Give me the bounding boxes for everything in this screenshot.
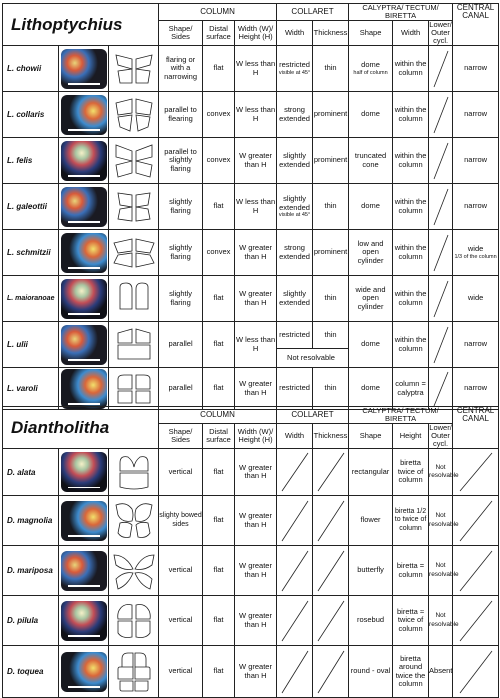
micrograph (59, 496, 109, 546)
lower-outer-na (429, 92, 453, 138)
cal-shape: round - oval (349, 646, 393, 698)
collaret-width-na (277, 596, 313, 646)
cal-shape: wide and open cylinder (349, 276, 393, 322)
shape-sides: parallel to flearing (159, 92, 203, 138)
table-row (3, 646, 499, 698)
collaret-thickness: thin (313, 46, 349, 92)
width-height: W less than H (235, 92, 277, 138)
distal-surface-header: Distal surface (203, 21, 235, 46)
cal-width: column = calyptra (393, 368, 429, 410)
micrograph (59, 322, 109, 368)
collaret-thickness: prominent (313, 230, 349, 276)
micrograph (59, 46, 109, 92)
sketch (109, 449, 159, 496)
sketch (109, 596, 159, 646)
species-name: L. galeottii (3, 184, 59, 230)
lower-outer-na (429, 368, 453, 410)
collaret-width: restricted (277, 368, 313, 410)
collaret-thickness: prominent (313, 138, 349, 184)
shape-sides: flaring or with a narrowing (159, 46, 203, 92)
lower-outer: Not resolvable (429, 496, 453, 546)
table-row (3, 138, 499, 184)
table-row (3, 92, 499, 138)
collaret-thickness-na (313, 546, 349, 596)
central-canal-header: CENTRAL CANAL (453, 407, 499, 449)
table-row (3, 46, 499, 92)
cal-width: within the column (393, 276, 429, 322)
collaret-thickness-na (313, 646, 349, 698)
table-row (3, 368, 499, 410)
species-name: D. toquea (3, 646, 59, 698)
micrograph (59, 230, 109, 276)
genus-title: Lithoptychius (3, 4, 159, 46)
shape-sides-header: Shape/ Sides (159, 21, 203, 46)
sketch (109, 546, 159, 596)
shape-sides: vertical (159, 646, 203, 698)
collaret-width-header: Width (277, 424, 313, 449)
width-height: W less than H (235, 184, 277, 230)
sketch (109, 322, 159, 368)
cal-width-header: Width (393, 21, 429, 46)
shape-sides-header: Shape/ Sides (159, 424, 203, 449)
collaret-header: COLLARET (277, 4, 349, 21)
cal-width: within the column (393, 92, 429, 138)
width-height-header: Width (W)/ Height (H) (235, 424, 277, 449)
collaret-width: restricted (277, 322, 313, 349)
cal-height: biretta around twice the column (393, 646, 429, 698)
collaret-width: slightly extended visible at 45° (277, 184, 313, 230)
distal-surface: flat (203, 449, 235, 496)
lower-outer: Not resolvable (429, 546, 453, 596)
micrograph (59, 449, 109, 496)
species-name: L. schmitzii (3, 230, 59, 276)
central-canal-header: CENTRAL CANAL (453, 4, 499, 46)
micrograph (59, 184, 109, 230)
shape-sides: slightly flaring (159, 276, 203, 322)
cal-shape: dome (349, 322, 393, 368)
table-row (3, 449, 499, 496)
thickness-header: Thickness (313, 21, 349, 46)
sketch (109, 230, 159, 276)
central-canal: narrow (453, 368, 499, 410)
cal-shape: dome (349, 368, 393, 410)
collaret-thickness-na (313, 496, 349, 546)
distal-surface: flat (203, 496, 235, 546)
distal-surface: convex (203, 138, 235, 184)
cal-shape: dome half of column (349, 46, 393, 92)
sketch (109, 496, 159, 546)
micrograph (59, 646, 109, 698)
genus-title: Diantholitha (3, 407, 159, 449)
width-height: W greater than H (235, 368, 277, 410)
collaret-not-resolvable: Not resolvable (277, 349, 349, 368)
species-name: L. felis (3, 138, 59, 184)
central-canal-na (453, 546, 499, 596)
cal-width: within the column (393, 138, 429, 184)
lower-outer-na (429, 184, 453, 230)
species-name: L. chowii (3, 46, 59, 92)
cal-width: within the column (393, 46, 429, 92)
sketch (109, 46, 159, 92)
central-canal-na (453, 449, 499, 496)
calyptra-header: CALYPTRA/ TECTUM/ BIRETTA (349, 4, 453, 21)
collaret-thickness: thin (313, 276, 349, 322)
width-height: W greater than H (235, 230, 277, 276)
width-height: W greater than H (235, 276, 277, 322)
shape-sides: slightly flaring (159, 230, 203, 276)
cal-shape: dome (349, 92, 393, 138)
collaret-thickness-na (313, 449, 349, 496)
distal-surface: flat (203, 368, 235, 410)
distal-surface: flat (203, 184, 235, 230)
species-name: D. magnolia (3, 496, 59, 546)
cal-shape: rosebud (349, 596, 393, 646)
collaret-width: restricted visible at 45° (277, 46, 313, 92)
cal-height-header: Height (393, 424, 429, 449)
collaret-width: slightly extended (277, 276, 313, 322)
distal-surface: flat (203, 276, 235, 322)
distal-surface: flat (203, 546, 235, 596)
cal-shape: low and open cylinder (349, 230, 393, 276)
cal-shape: flower (349, 496, 393, 546)
collaret-width: slightly extended (277, 138, 313, 184)
distal-surface: flat (203, 646, 235, 698)
cal-width: within the column (393, 184, 429, 230)
collaret-width-na (277, 449, 313, 496)
distal-surface: convex (203, 92, 235, 138)
shape-sides: vertical (159, 449, 203, 496)
shape-sides: vertical (159, 596, 203, 646)
shape-sides: parallel to slightly flaring (159, 138, 203, 184)
sketch (109, 276, 159, 322)
collaret-width-na (277, 546, 313, 596)
cal-shape: rectangular (349, 449, 393, 496)
species-name: D. pilula (3, 596, 59, 646)
collaret-thickness: thin (313, 368, 349, 410)
table-row (3, 184, 499, 230)
species-name: L. maioranoae (3, 276, 59, 322)
cal-height: biretta = column (393, 546, 429, 596)
collaret-width-na (277, 646, 313, 698)
width-height: W greater than H (235, 138, 277, 184)
central-canal: narrow (453, 138, 499, 184)
collaret-thickness-na (313, 596, 349, 646)
width-height: W less than H (235, 322, 277, 368)
collaret-width: strong extended (277, 92, 313, 138)
central-canal: wide (453, 276, 499, 322)
distal-surface: convex (203, 230, 235, 276)
species-name: D. alata (3, 449, 59, 496)
table-row (3, 596, 499, 646)
micrograph (59, 276, 109, 322)
lower-outer-na (429, 230, 453, 276)
central-canal: narrow (453, 322, 499, 368)
collaret-width-header: Width (277, 21, 313, 46)
width-height: W greater than H (235, 449, 277, 496)
central-canal-na (453, 646, 499, 698)
lower-outer: Not resolvable (429, 449, 453, 496)
distal-surface-header: Distal surface (203, 424, 235, 449)
cal-width: within the column (393, 230, 429, 276)
central-canal: narrow (453, 46, 499, 92)
width-height: W less than H (235, 46, 277, 92)
lower-outer-header: Lower/ Outer cycl. (429, 423, 452, 448)
collaret-header: COLLARET (277, 407, 349, 424)
cal-width: within the column (393, 322, 429, 368)
collaret-width-na (277, 496, 313, 546)
shape-sides: parallel (159, 322, 203, 368)
shape-sides: vertical (159, 546, 203, 596)
lower-outer: Not resolvable (429, 596, 453, 646)
lower-outer: Absent (429, 646, 453, 698)
collaret-width: strong extended (277, 230, 313, 276)
micrograph (59, 546, 109, 596)
species-name: D. mariposa (3, 546, 59, 596)
cal-shape: butterfly (349, 546, 393, 596)
cal-height: biretta twice of column (393, 449, 429, 496)
lower-outer-na (429, 46, 453, 92)
sketch (109, 92, 159, 138)
central-canal: narrow (453, 92, 499, 138)
micrograph (59, 368, 109, 410)
sketch (109, 368, 159, 410)
table-row (3, 230, 499, 276)
lower-outer-na (429, 322, 453, 368)
species-name: L. collaris (3, 92, 59, 138)
table-row (3, 276, 499, 322)
lower-outer-na (429, 138, 453, 184)
species-name: L. ulii (3, 322, 59, 368)
central-canal: wide 1/3 of the column (453, 230, 499, 276)
collaret-thickness: thin (313, 322, 349, 349)
cal-shape: dome (349, 184, 393, 230)
column-header: COLUMN (159, 407, 277, 424)
column-header: COLUMN (159, 4, 277, 21)
collaret-thickness: thin (313, 184, 349, 230)
thickness-header: Thickness (313, 424, 349, 449)
central-canal-na (453, 596, 499, 646)
width-height: W greater than H (235, 546, 277, 596)
shape-sides: parallel (159, 368, 203, 410)
cal-shape: truncated cone (349, 138, 393, 184)
micrograph (59, 596, 109, 646)
sketch (109, 646, 159, 698)
table-row (3, 496, 499, 546)
micrograph (59, 138, 109, 184)
micrograph (59, 92, 109, 138)
distal-surface: flat (203, 596, 235, 646)
collaret-thickness: prominent (313, 92, 349, 138)
width-height: W greater than H (235, 596, 277, 646)
width-height: W greater than H (235, 646, 277, 698)
lithoptychius-table (2, 3, 499, 410)
central-canal: narrow (453, 184, 499, 230)
sketch (109, 184, 159, 230)
cal-height: biretta ≈ twice of column (393, 596, 429, 646)
diantholitha-table (2, 406, 499, 698)
shape-sides: slightly flaring (159, 184, 203, 230)
shape-sides: slighty bowed sides (159, 496, 203, 546)
lower-outer-header: Lower/ Outer cycl. (429, 20, 452, 45)
cal-shape-header: Shape (349, 21, 393, 46)
table-row (3, 546, 499, 596)
width-height-header: Width (W)/ Height (H) (235, 21, 277, 46)
distal-surface: flat (203, 322, 235, 368)
calyptra-header: CALYPTRA/ TECTUM/ BIRETTA (349, 407, 453, 424)
distal-surface: flat (203, 46, 235, 92)
table-row (3, 322, 499, 349)
cal-shape-header: Shape (349, 424, 393, 449)
sketch (109, 138, 159, 184)
cal-height: biretta 1/2 to twice of column (393, 496, 429, 546)
width-height: W greater than H (235, 496, 277, 546)
species-name: L. varoli (3, 368, 59, 410)
lower-outer-na (429, 276, 453, 322)
central-canal-na (453, 496, 499, 546)
